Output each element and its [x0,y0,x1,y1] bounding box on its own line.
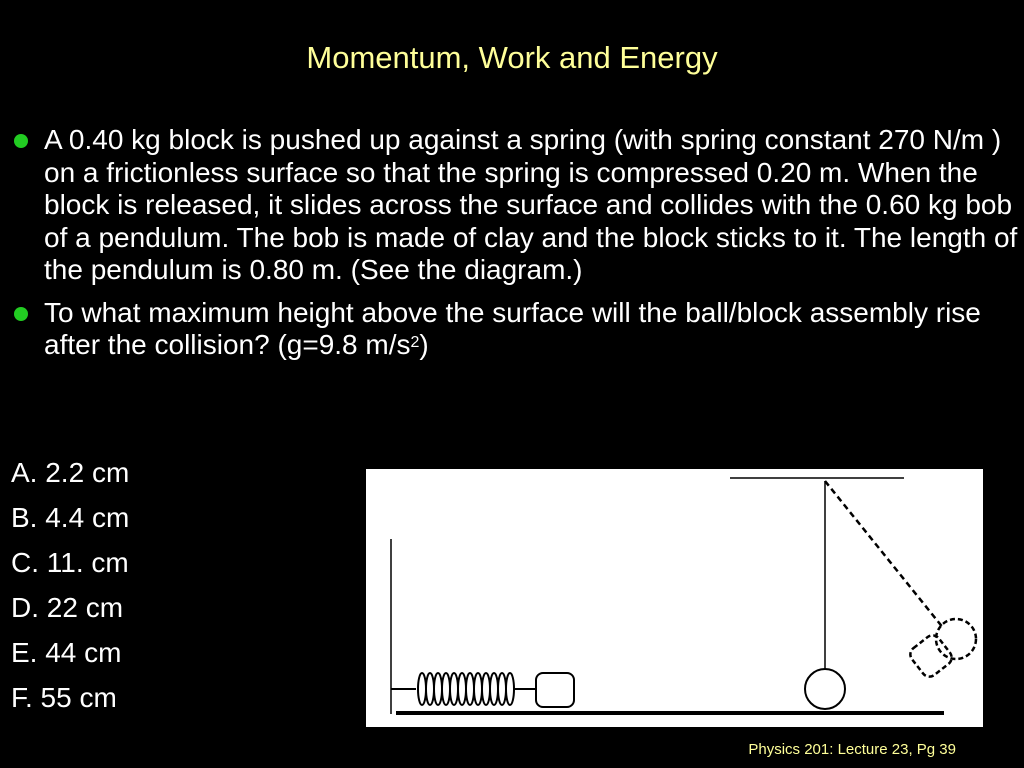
question-superscript: 2 [410,334,420,351]
question-suffix: ) [419,329,429,360]
block [536,673,574,707]
slide-footer: Physics 201: Lecture 23, Pg 39 [748,741,956,758]
swung-bob-block-dashed [907,619,976,680]
answer-choice-a: A. 2.2 cm [11,457,130,488]
answer-choice-f: F. 55 cm [11,682,117,713]
answer-choice-d: D. 22 cm [11,592,124,623]
swung-string-dashed [825,481,944,629]
answer-choice-e: E. 44 cm [11,637,122,668]
pendulum-bob [805,669,845,709]
answer-choice-c: C. 11. cm [11,547,129,578]
problem-statement-text: A 0.40 kg block is pushed up against a spring (with spring constant 270 N/m ) on a frictionless surface so that the spring is compressed 0.20 m. When the block is released, it slides across the surface and collides with the 0.60 kg bob of a pendulum. The bob is made of clay and the block sticks to it. The length of the pendulum is 0.80 m. (See the diagram.) [44,124,1018,285]
spring [391,673,536,705]
bullet-list [14,124,1019,372]
bullet-problem-statement [14,124,1019,287]
bullet-dot-icon [14,134,28,148]
bullet-question [14,297,1019,362]
answer-choice-b: B. 4.4 cm [11,502,130,533]
slide-title: Momentum, Work and Energy [306,40,718,75]
spring-pendulum-diagram [366,469,983,727]
answer-choices [11,455,129,725]
question-text: To what maximum height above the surface will the ball/block assembly rise after the collision? (g=9.8 m/s [44,296,981,360]
bullet-dot-icon [14,307,28,321]
diagram-svg [366,469,983,727]
